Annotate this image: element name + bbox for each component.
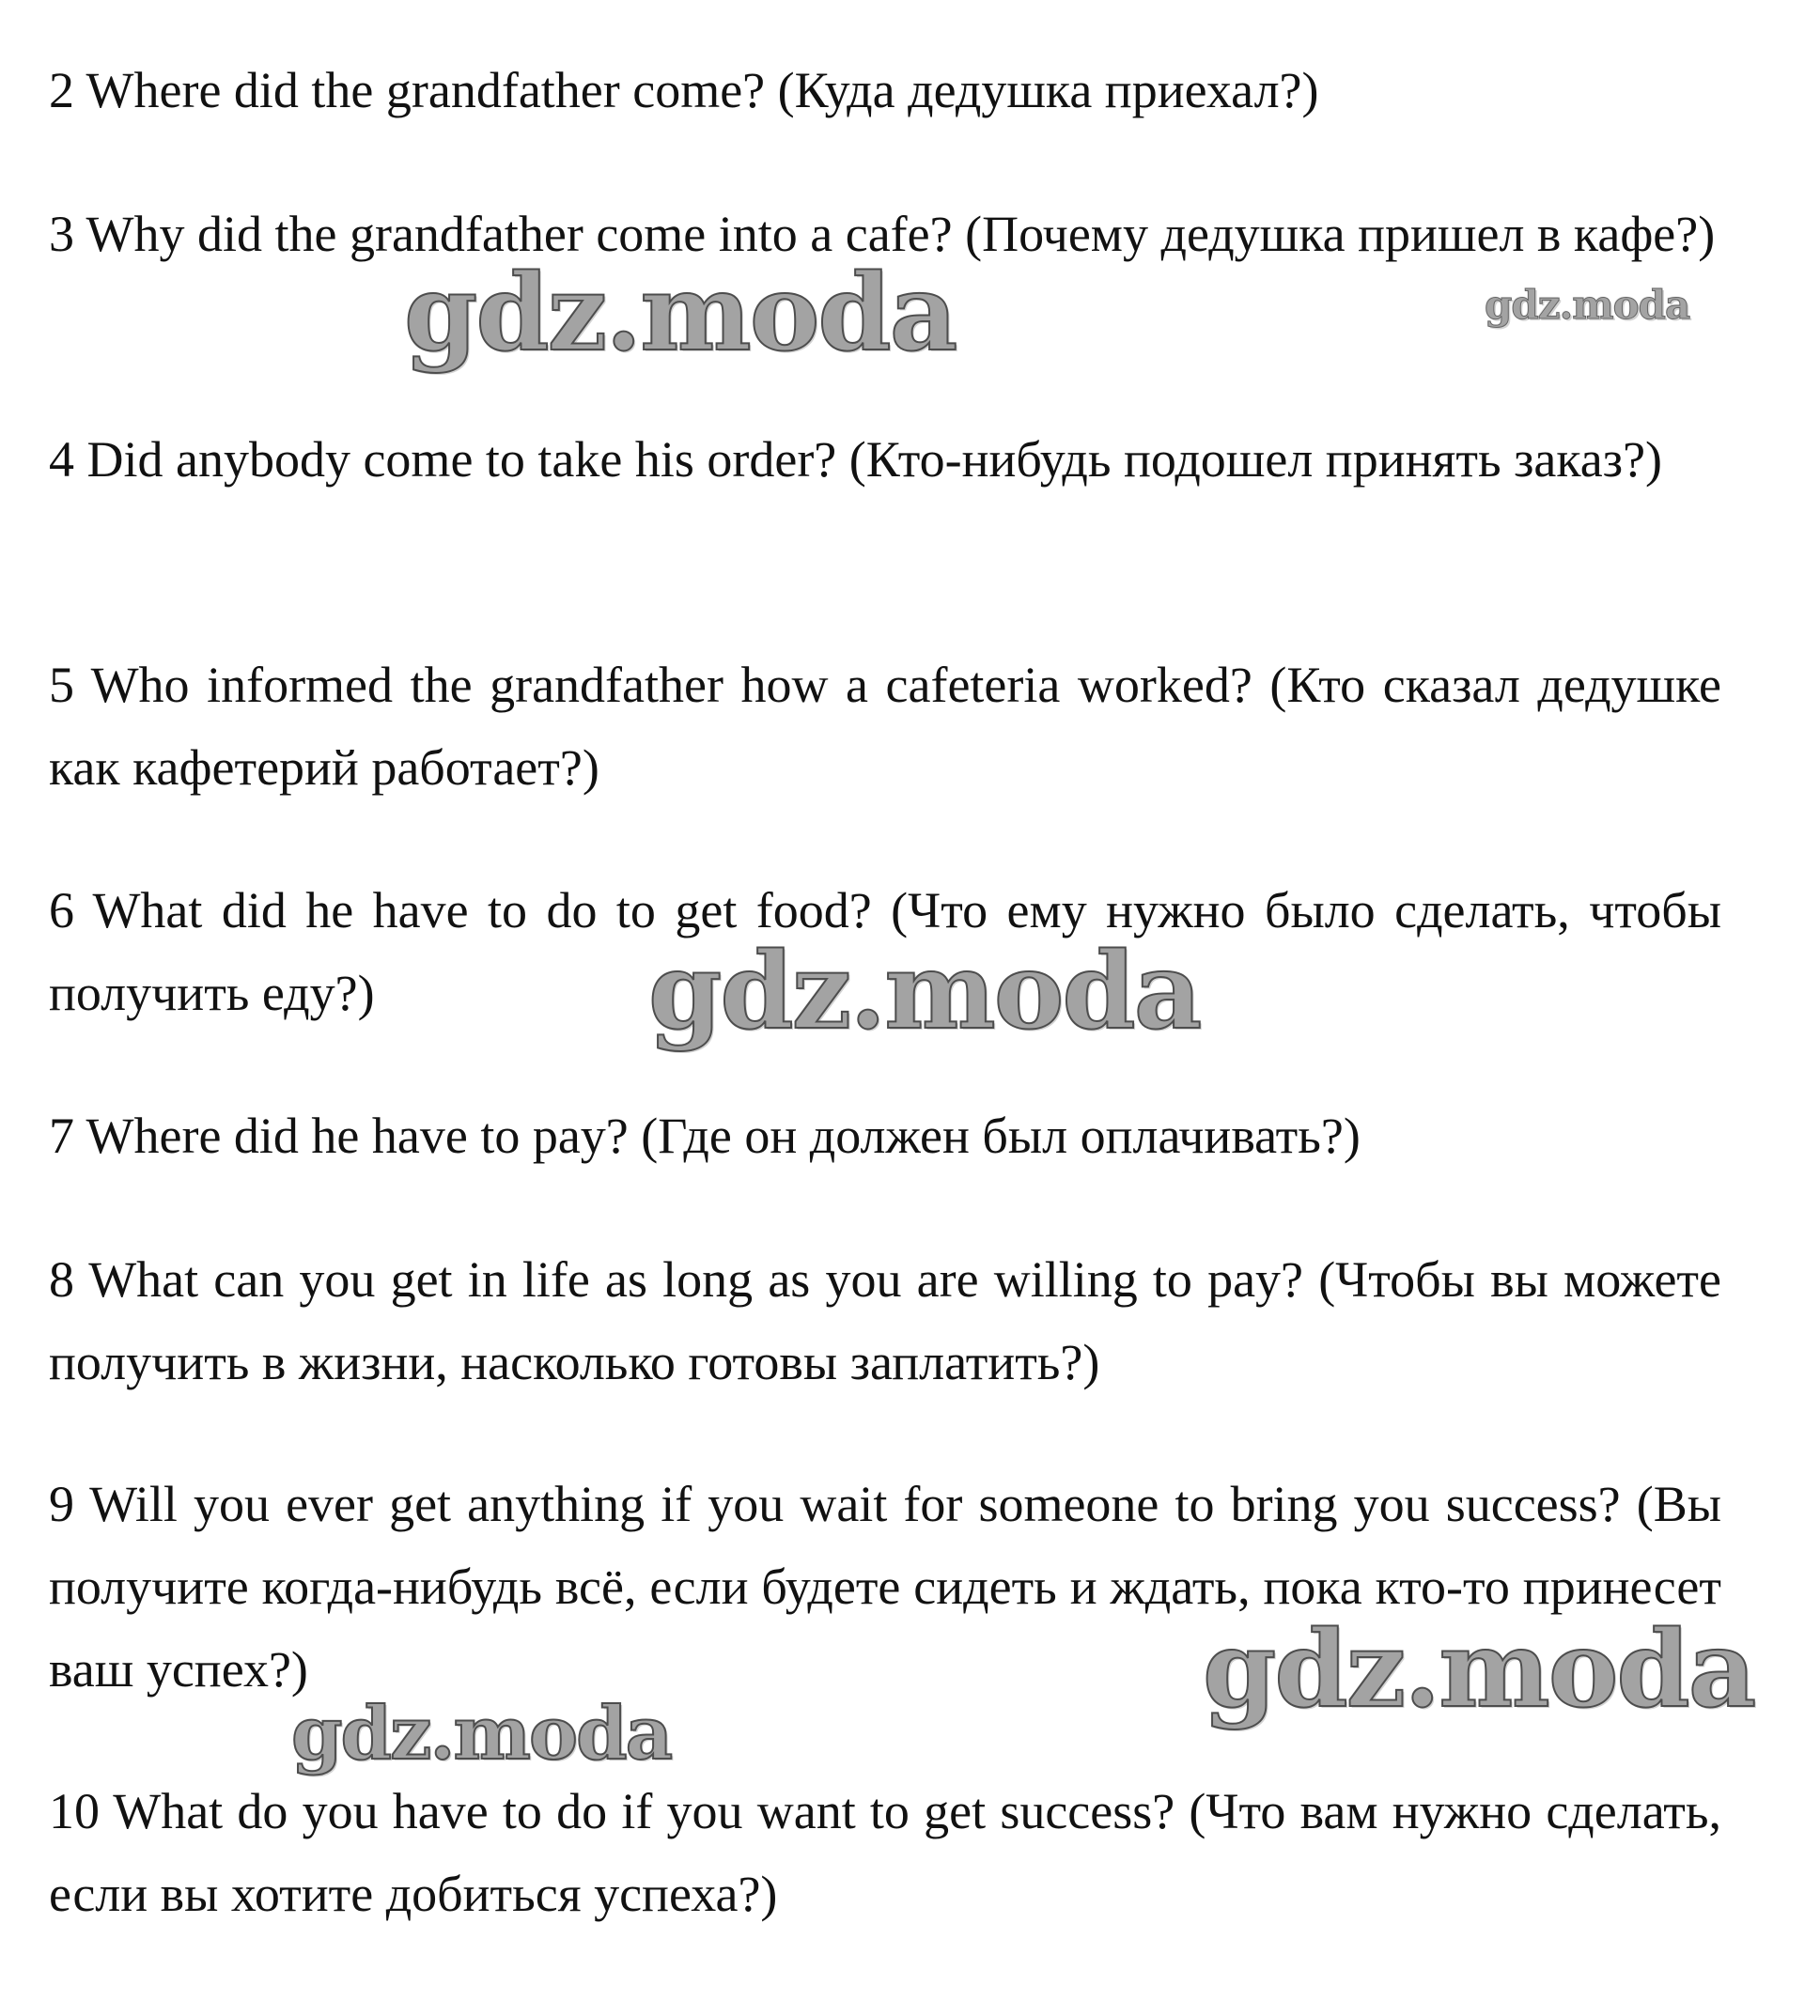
question-6: 6 What did he have to do to get food? (Что ему нужно было сделать, чтобы получить еду?) xyxy=(49,882,1721,1021)
question-10: 10 What do you have to do if you want to get success? (Что вам нужно сделать, если вы хотите добиться успеха?) xyxy=(49,1783,1721,1922)
question-5: 5 Who informed the grandfather how a cafeteria worked? (Кто сказал дедушке как кафетерий работает?) xyxy=(49,657,1721,796)
watermark-logo: gdz.moda xyxy=(291,1691,672,1776)
question-7: 7 Where did he have to pay? (Где он должен был оплачивать?) xyxy=(49,1108,1361,1164)
watermark-logo: gdz.moda xyxy=(404,252,957,375)
question-2: 2 Where did the grandfather come? (Куда дедушка приехал?) xyxy=(49,62,1319,118)
question-3: 3 Why did the grandfather come into a cafe? (Почему дедушка пришел в кафе?) xyxy=(49,206,1716,262)
watermark-logo: gdz.moda xyxy=(1203,1608,1755,1731)
watermark-logo: gdz.moda xyxy=(648,930,1201,1053)
question-4: 4 Did anybody come to take his order? (Кто-нибудь подошел принять заказ?) xyxy=(49,431,1663,488)
question-8: 8 What can you get in life as long as you are willing to pay? (Чтобы вы можете получить в жизни, насколько готовы заплатить?) xyxy=(49,1251,1721,1390)
question-9: 9 Will you ever get anything if you wait for someone to bring you success? (Вы получите когда-нибудь всё, если будете сидеть и ждать, пока кто-то принесет ваш успех?) xyxy=(49,1476,1721,1698)
watermark-logo: gdz.moda xyxy=(1485,282,1690,328)
